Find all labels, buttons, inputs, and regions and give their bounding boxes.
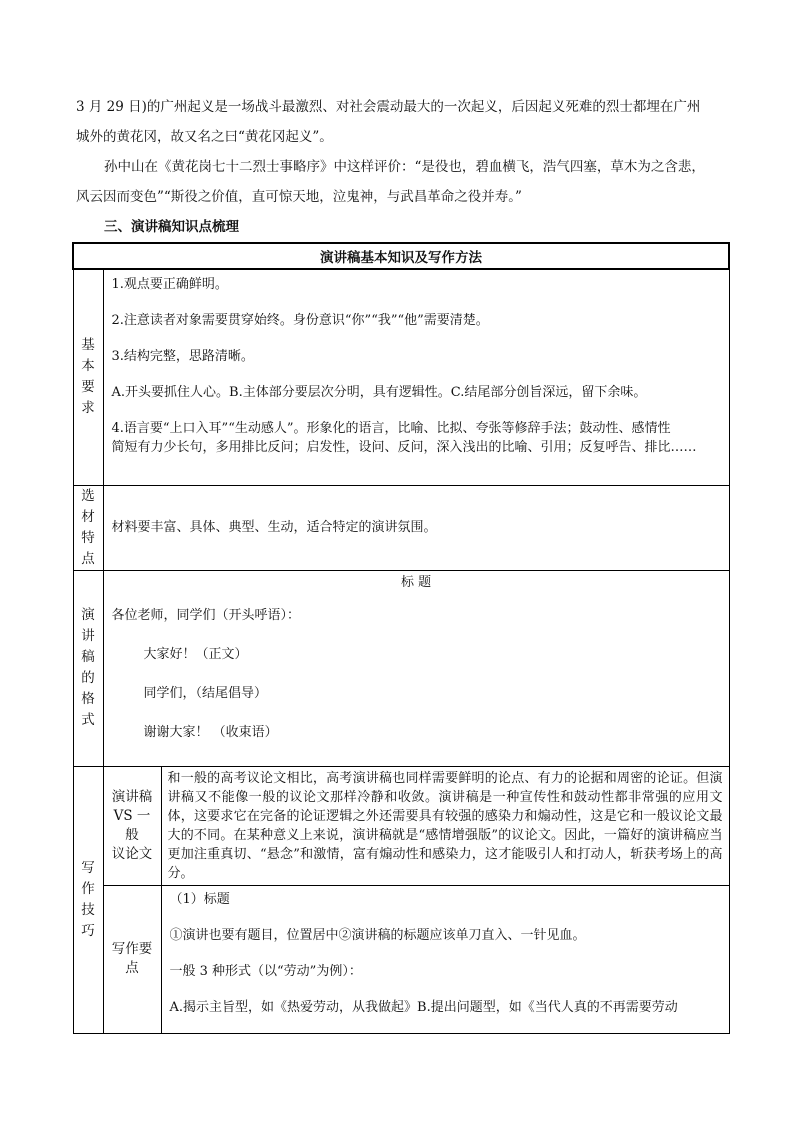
format-content xyxy=(103,570,729,766)
points-label: 写作要 点 xyxy=(103,885,161,1033)
basic-label: 基 本 要 求 xyxy=(73,269,103,485)
table-title: 演讲稿基本知识及写作方法 xyxy=(73,243,729,269)
material-label: 选 材 特 点 xyxy=(73,485,103,570)
points-item-4: A.揭示主旨型，如《热爱劳动，从我做起》B.提出问题型，如《当代人真的不再需要劳动 xyxy=(169,999,678,1015)
basic-item-2: 2.注意读者对象需要贯穿始终。身份意识“你”“我”“他”需要清楚。 xyxy=(111,313,489,328)
points-item-2: ①演讲也要有题目，位置居中②演讲稿的标题应该单刀直入、一针见血。 xyxy=(169,927,586,943)
knowledge-table xyxy=(72,242,730,1034)
basic-item-3: 3.结构完整，思路清晰。 xyxy=(111,349,254,364)
material-content xyxy=(103,485,729,570)
vs-label: 演讲稿 VS 一般 议论文 xyxy=(103,766,161,885)
section-heading: 三、演讲稿知识点梳理 xyxy=(104,219,239,235)
points-item-3: 一般 3 种形式（以“劳动”为例）： xyxy=(169,963,362,979)
vs-text: 和一般的高考议论文相比，高考演讲稿也同样需要鲜明的论点、有力的论据和周密的论证。但演讲稿又不能像一般的议论文那样冷静和收敛。演讲稿是一种宣传性和鼓动性都非常强的应用文体，这要求它在完备的论证逻辑之外还需要具有较强的感染力和煽动性，这是它和一般议论文最大的不同。在某种意义上来说，演讲稿就是“感情增强版”的议论文。因此，一篇好的演讲稿应当更加注重真切、“悬念”和激情，富有煽动性和感染力，这才能吸引人和打动人，斩获考场上的高分。 xyxy=(161,766,729,885)
intro-line-2: 城外的黄花冈，故又名之曰“黄花冈起义”。 xyxy=(76,129,333,145)
basic-item-4-cont: 简短有力少长句，多用排比反问；启发性，设问、反问，深入浅出的比喻、引用；反复呼告、排比…… xyxy=(111,440,697,455)
skills-label: 写 作 技 巧 xyxy=(73,766,103,1033)
basic-item-1: 1.观点要正确鲜明。 xyxy=(111,277,228,292)
table-row-material xyxy=(73,485,729,570)
table-row-skills-vs xyxy=(73,766,729,885)
basic-content xyxy=(103,269,729,485)
intro-line-4: 风云因而变色”“斯役之价值，直可惊天地，泣鬼神，与武昌革命之役并寿。” xyxy=(76,189,522,205)
basic-item-3-detail: A.开头要抓住人心。B.主体部分要层次分明，具有逻辑性。C.结尾部分创旨深远，留下余味。 xyxy=(111,385,647,400)
basic-item-4: 4.语言要“上口入耳”“生动感人”。形象化的语言，比喻、比拟、夸张等修辞手法；鼓动性、感情性 xyxy=(111,421,671,436)
format-title-line: 标 题 xyxy=(400,574,432,590)
format-body: 大家好！（正文） xyxy=(143,646,248,662)
table-row-format xyxy=(73,570,729,766)
table-title-row xyxy=(73,243,729,269)
intro-line-1: 3 月 29 日)的广州起义是一场战斗最激烈、对社会震动最大的一次起义，后因起义死难的烈士都埋在广州 xyxy=(76,99,701,115)
format-ending: 同学们，（结尾倡导） xyxy=(143,685,268,701)
format-greeting: 各位老师，同学们（开头呼语）： xyxy=(111,607,301,623)
intro-line-3: 孙中山在《黄花岗七十二烈士事略序》中这样评价：“是役也，碧血横飞，浩气四塞，草木为之含悲， xyxy=(104,159,705,175)
points-content xyxy=(161,885,729,1033)
material-text: 材料要丰富、具体、典型、生动，适合特定的演讲氛围。 xyxy=(111,520,437,535)
table-row-skills-points xyxy=(73,885,729,1033)
table-row-basic xyxy=(73,269,729,485)
format-label: 演 讲 稿 的 格 式 xyxy=(73,570,103,766)
points-item-1: （1）标题 xyxy=(169,891,230,907)
format-closing: 谢谢大家！ （收束语） xyxy=(143,724,278,740)
